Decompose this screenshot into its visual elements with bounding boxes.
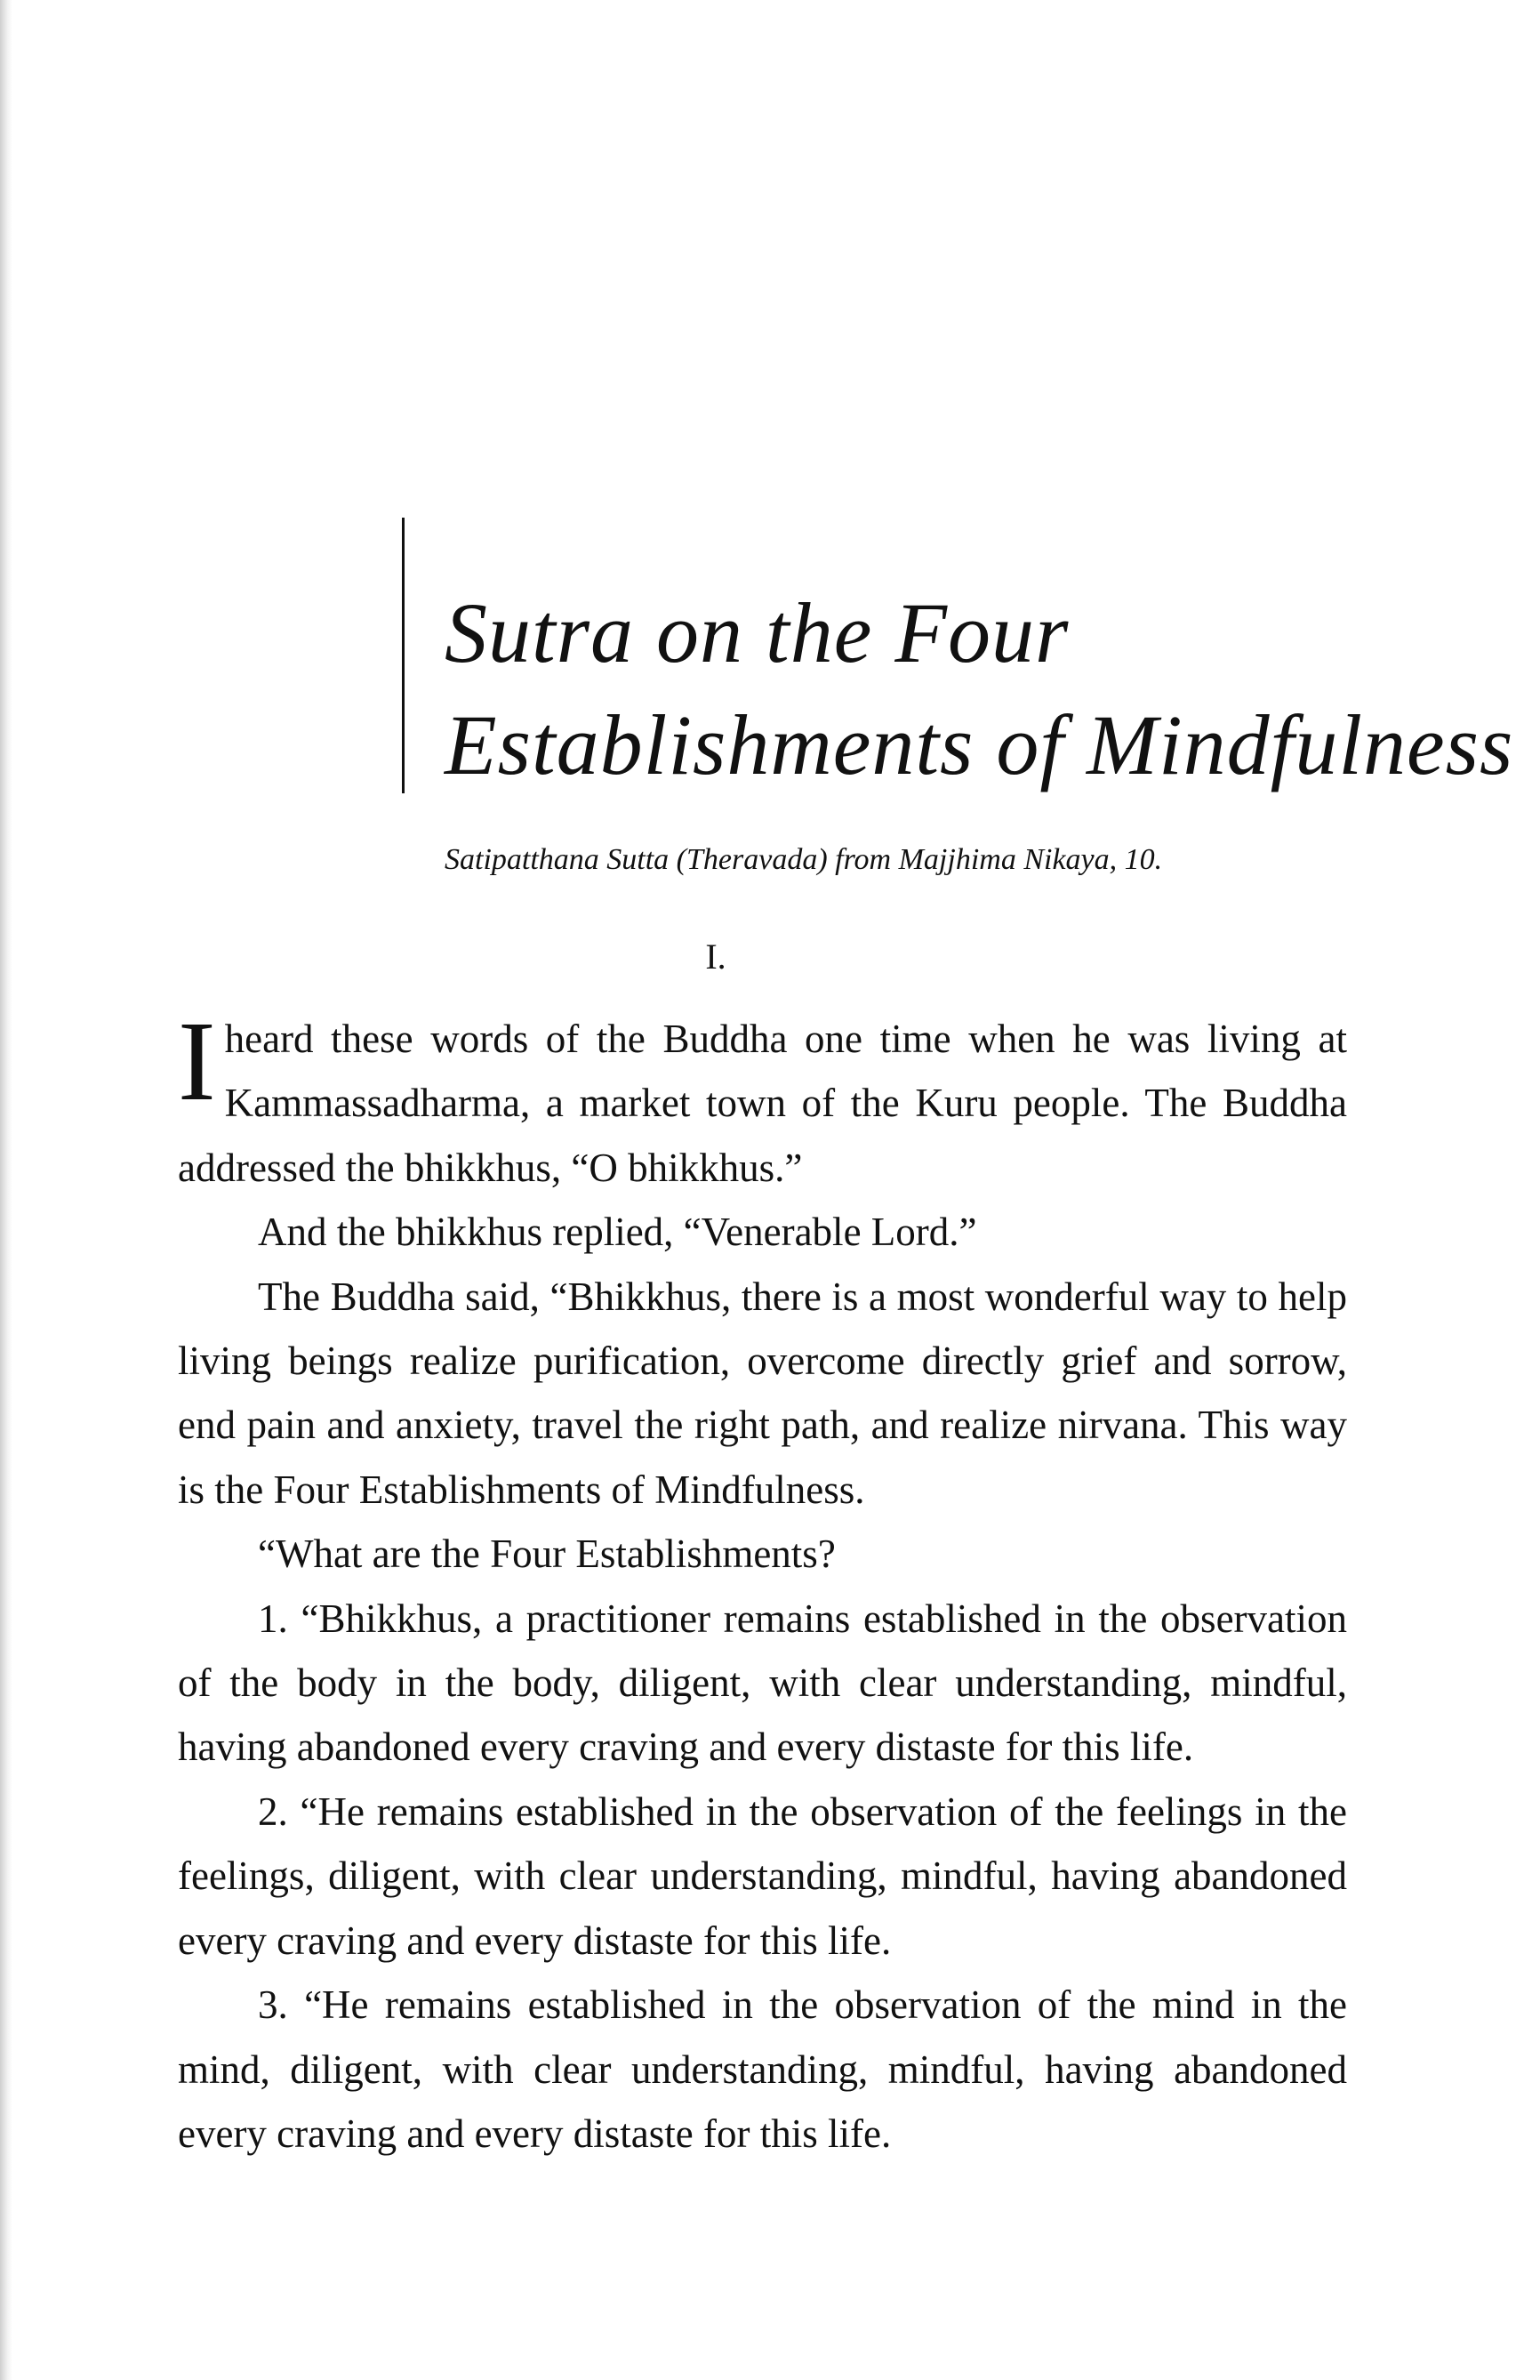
paragraph-3: The Buddha said, “Bhikkhus, there is a most wonderful way to help living beings realize purification, overcome directly grief and sorrow, end pain and anxiety, travel the right path, and realize nirvana. This way is the Four Establishments of Mindfulness.	[178, 1274, 1347, 1512]
body-text	[178, 998, 1347, 2166]
paragraph-1-text: heard these words of the Buddha one time when he was living at Kammassadharma, a market town of the Kuru people. The Buddha addressed the bhikkhus, “O bhikkhus.”	[178, 1017, 1347, 1190]
chapter-title-block	[402, 518, 1514, 793]
paragraph-5: 1. “Bhikkhus, a practitioner remains established in the observation of the body in the body, diligent, with clear understanding, mindful, having abandoned every craving and every distaste for this life.	[178, 1596, 1347, 1770]
chapter-title-line-1: Sutra on the Four	[445, 585, 1070, 680]
paragraph-6: 2. “He remains established in the observation of the feelings in the feelings, diligent, with clear understanding, mindful, having abandoned every craving and every distaste for this life.	[178, 1789, 1347, 1963]
paragraph-2: And the bhikkhus replied, “Venerable Lord.”	[258, 1210, 977, 1255]
paragraph-1	[178, 998, 1347, 1200]
section-numeral: I.	[705, 937, 726, 977]
title-vertical-rule	[402, 518, 405, 793]
page-edge	[0, 0, 12, 2380]
source-subtitle: Satipatthana Sutta (Theravada) from Majjhima Nikaya, 10.	[445, 843, 1163, 876]
paragraph-4: “What are the Four Establishments?	[258, 1532, 836, 1577]
drop-cap: I	[178, 998, 216, 1124]
chapter-title-line-2: Establishments of Mindfulness	[445, 697, 1514, 792]
paragraph-7: 3. “He remains established in the observation of the mind in the mind, diligent, with clear understanding, mindful, having abandoned every craving and every distaste for this life.	[178, 1982, 1347, 2156]
